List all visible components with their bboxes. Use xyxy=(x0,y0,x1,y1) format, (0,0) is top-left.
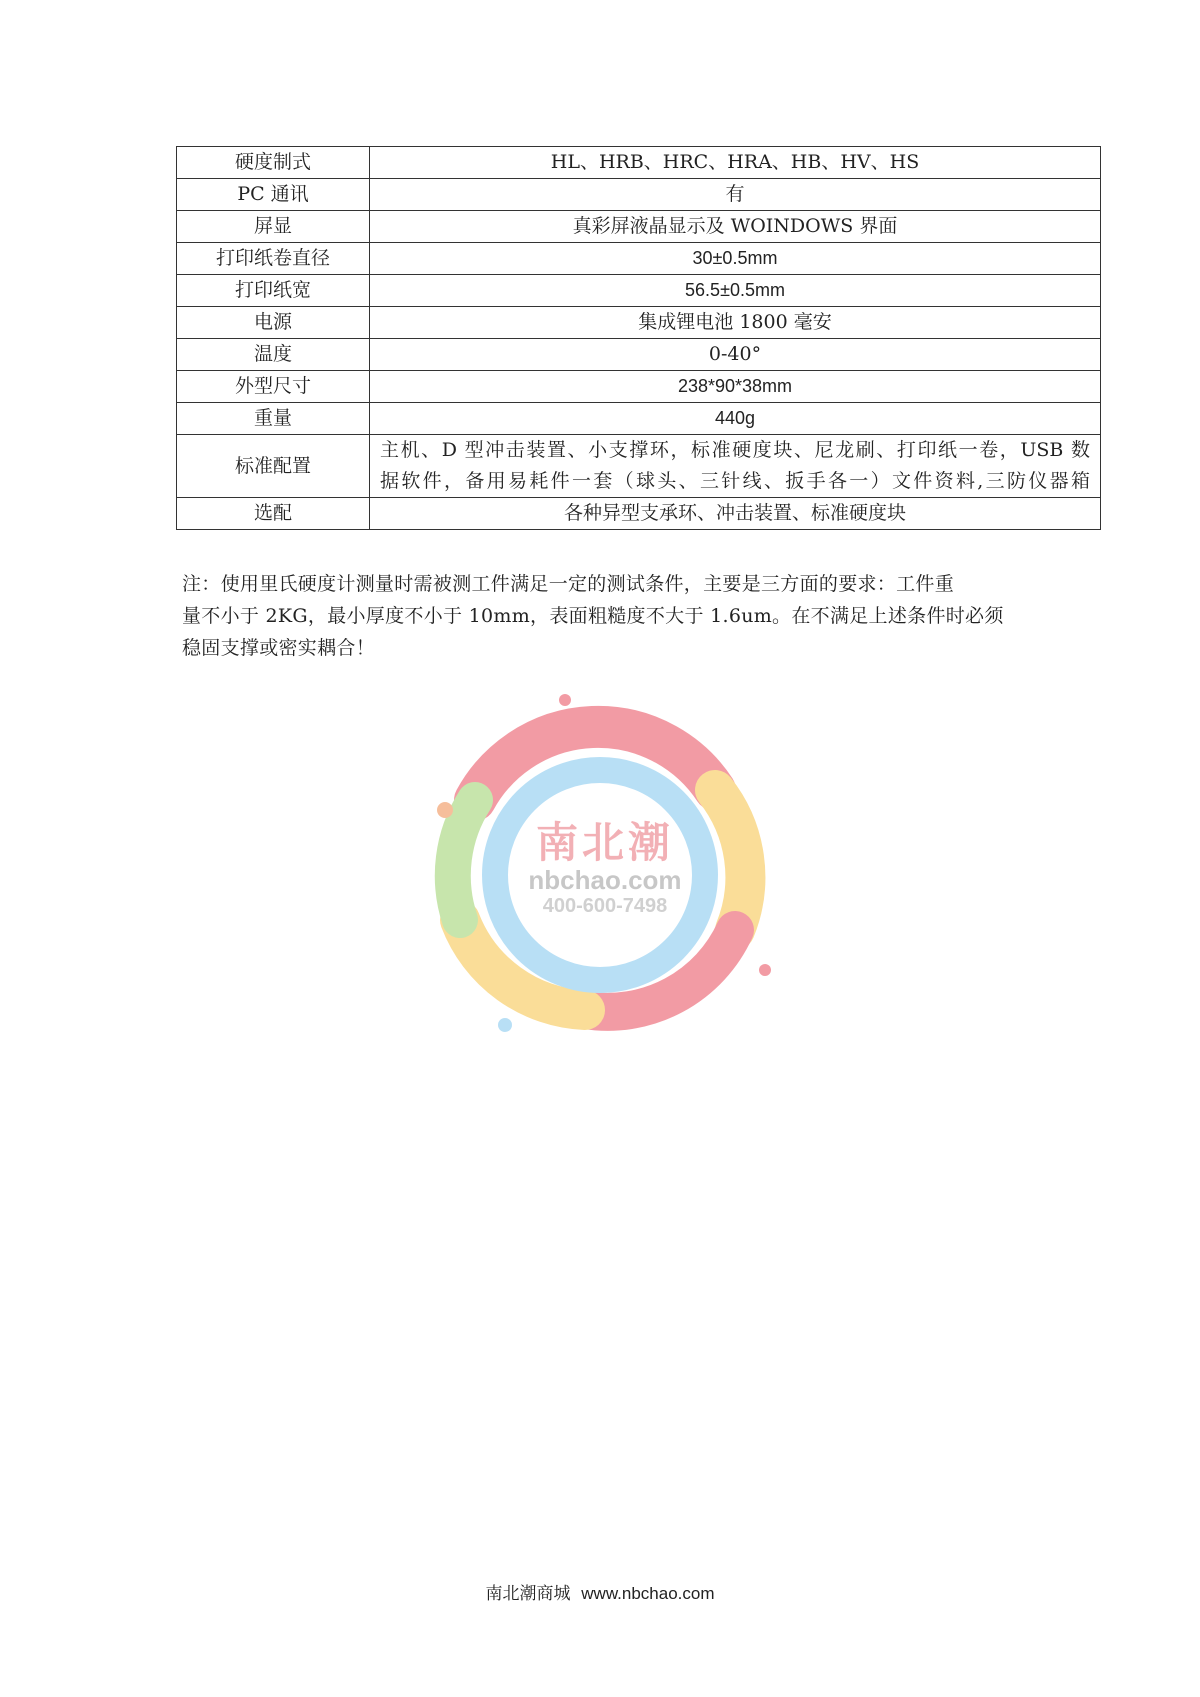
table-row xyxy=(177,498,1101,530)
table-row xyxy=(177,371,1101,403)
footer-site-name: 南北潮商城 xyxy=(485,1584,571,1604)
table-row xyxy=(177,179,1101,211)
note-paragraph xyxy=(182,568,1042,664)
table-row xyxy=(177,243,1101,275)
row-label: 屏显 xyxy=(177,211,370,243)
row-value: 56.5±0.5mm xyxy=(370,275,1101,307)
row-value: 440g xyxy=(370,403,1101,435)
note-line: 量不小于 2KG，最小厚度不小于 10mm，表面粗糙度不大于 1.6um。在不满足上述条件时必须 xyxy=(182,605,1004,627)
row-value: 真彩屏液晶显示及 WOINDOWS 界面 xyxy=(370,211,1101,243)
row-value-line: 据软件，备用易耗件一套（球头、三针线、扳手各一）文件资料,三防仪器箱 xyxy=(380,470,1090,492)
row-value-multiline xyxy=(370,435,1101,498)
row-label: 硬度制式 xyxy=(177,147,370,179)
row-label: 打印纸宽 xyxy=(177,275,370,307)
page-footer xyxy=(0,1579,1200,1604)
spec-table xyxy=(176,146,1101,530)
row-label: 标准配置 xyxy=(177,435,370,498)
note-line: 注：使用里氏硬度计测量时需被测工件满足一定的测试条件，主要是三方面的要求：工件重 xyxy=(182,573,955,595)
row-label: 外型尺寸 xyxy=(177,371,370,403)
watermark-phone: 400-600-7498 xyxy=(542,895,668,917)
row-value: 0-40° xyxy=(370,339,1101,371)
row-value: 30±0.5mm xyxy=(370,243,1101,275)
row-label: 温度 xyxy=(177,339,370,371)
row-label: 电源 xyxy=(177,307,370,339)
row-value: HL、HRB、HRC、HRA、HB、HV、HS xyxy=(370,147,1101,179)
table-row xyxy=(177,211,1101,243)
row-value: 各种异型支承环、冲击装置、标准硬度块 xyxy=(370,498,1101,530)
watermark-brand-en: nbchao.com xyxy=(528,865,682,895)
row-label: 打印纸卷直径 xyxy=(177,243,370,275)
table-row xyxy=(177,275,1101,307)
watermark-brand-cn: 南北潮 xyxy=(535,818,674,867)
table-row xyxy=(177,403,1101,435)
table-row xyxy=(177,435,1101,498)
row-value: 238*90*38mm xyxy=(370,371,1101,403)
row-label: PC 通讯 xyxy=(177,179,370,211)
table-row xyxy=(177,307,1101,339)
watermark-logo xyxy=(385,670,825,1070)
row-value: 有 xyxy=(370,179,1101,211)
row-label: 重量 xyxy=(177,403,370,435)
row-value-line: 主机、D 型冲击装置、小支撑环，标准硬度块、尼龙刷、打印纸一卷，USB 数 xyxy=(380,439,1090,461)
footer-url: www.nbchao.com xyxy=(581,1584,715,1603)
row-value: 集成锂电池 1800 毫安 xyxy=(370,307,1101,339)
table-row xyxy=(177,147,1101,179)
table-row xyxy=(177,339,1101,371)
row-label: 选配 xyxy=(177,498,370,530)
note-line: 稳固支撑或密实耦合！ xyxy=(182,637,376,659)
